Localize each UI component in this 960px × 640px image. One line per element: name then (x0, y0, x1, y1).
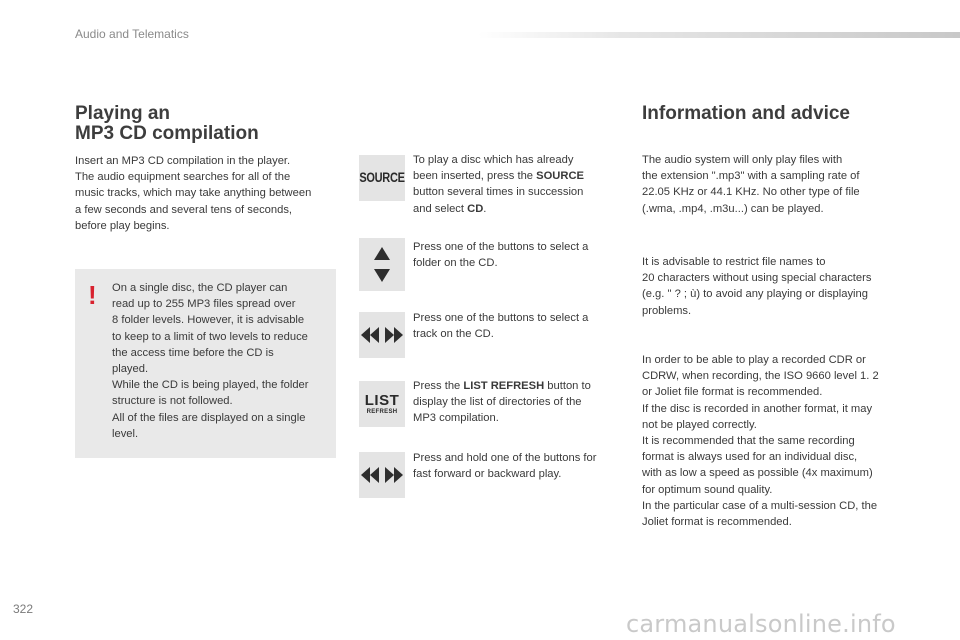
list-refresh-keyword: LIST REFRESH (463, 380, 545, 392)
intro-line: Insert an MP3 CD compilation in the player. (75, 155, 291, 167)
info-line: or Joliet file format is recommended. (642, 386, 823, 399)
fast-forward-rewind-glyph (360, 467, 404, 483)
note-line: played. (112, 363, 149, 376)
step-line: and select CD. (413, 202, 487, 215)
intro-line: music tracks, which may take anything between (75, 187, 312, 200)
page-section-title: Audio and Telematics (75, 27, 189, 41)
step-line: Press one of the buttons to select a (413, 312, 589, 324)
right-heading: Information and advice (642, 103, 850, 124)
info-line: the extension ".mp3" with a sampling rate of (642, 170, 860, 183)
step-line: Press the LIST REFRESH button to (413, 380, 591, 392)
step-line: fast forward or backward play. (413, 468, 562, 481)
fast-forward-rewind-icon (359, 452, 405, 498)
intro-paragraph (75, 153, 345, 234)
info-paragraph-1 (642, 152, 922, 217)
info-line: 22.05 KHz or 44.1 KHz. No other type of file (642, 186, 860, 199)
left-heading-line1: Playing an (75, 103, 171, 124)
info-line: format is always used for an individual disc, (642, 451, 858, 464)
step-line: Press one of the buttons to select a (413, 241, 589, 253)
list-refresh-icon-label (365, 393, 400, 415)
left-heading (75, 104, 259, 144)
up-down-arrows-glyph (372, 245, 392, 285)
step-line: Press and hold one of the buttons for (413, 452, 597, 464)
info-paragraph-3 (642, 352, 932, 530)
step-line: display the list of directories of the (413, 396, 582, 409)
step-track-text (413, 310, 623, 342)
info-line: for optimum sound quality. (642, 483, 773, 496)
info-line: In the particular case of a multi-session CD, the (642, 499, 878, 512)
watermark: carmanualsonline.info (626, 610, 896, 638)
intro-line: before play begins. (75, 219, 170, 232)
info-line: CDRW, when recording, the ISO 9660 level 1. 2 (642, 370, 879, 383)
note-line: 8 folder levels. However, it is advisable (112, 314, 305, 327)
left-heading-line2: MP3 CD compilation (75, 123, 259, 144)
intro-line: a few seconds and several tens of seconds, (75, 203, 293, 216)
step-line: button several times in succession (413, 186, 584, 199)
info-line: In order to be able to play a recorded CDR or (642, 354, 866, 366)
info-paragraph-2 (642, 254, 922, 319)
up-down-arrows-icon (359, 238, 405, 291)
info-line: It is advisable to restrict file names to (642, 256, 826, 268)
info-line: (.wma, .mp4, .m3u...) can be played. (642, 202, 824, 215)
previous-next-glyph (360, 327, 404, 343)
info-line: The audio system will only play files with (642, 154, 843, 166)
note-line: On a single disc, the CD player can (112, 282, 288, 294)
info-line: not be played correctly. (642, 418, 757, 431)
refresh-icon-word: REFRESH (366, 409, 398, 415)
note-line: All of the files are displayed on a single (112, 411, 306, 424)
note-line: level. (112, 427, 139, 440)
intro-line: The audio equipment searches for all of the (75, 171, 291, 184)
info-line: It is recommended that the same recording (642, 435, 855, 448)
previous-next-icon (359, 312, 405, 358)
info-line: (e.g. " ? ; ù) to avoid any playing or displaying (642, 288, 868, 301)
step-line: To play a disc which has already (413, 154, 574, 166)
note-line: structure is not followed. (112, 395, 233, 408)
step-fast-play-text (413, 450, 623, 482)
step-line: folder on the CD. (413, 257, 498, 270)
info-line: problems. (642, 304, 692, 317)
source-keyword: SOURCE (536, 170, 585, 183)
step-source-text (413, 152, 623, 217)
note-line: While the CD is being played, the folder (112, 379, 309, 392)
note-line: the access time before the CD is (112, 346, 274, 359)
note-text (112, 280, 327, 442)
step-list-refresh-text (413, 378, 623, 427)
list-icon-word: LIST (364, 392, 400, 409)
list-refresh-button-icon (359, 381, 405, 427)
source-button-icon (359, 155, 405, 201)
step-line: MP3 compilation. (413, 412, 499, 425)
step-line: track on the CD. (413, 328, 494, 341)
warning-icon: ! (88, 280, 97, 310)
cd-keyword: CD (467, 202, 484, 215)
note-line: read up to 255 MP3 files spread over (112, 298, 296, 311)
info-line: If the disc is recorded in another format, it may (642, 402, 873, 415)
note-line: to keep to a limit of two levels to reduce (112, 330, 308, 343)
step-folder-text (413, 239, 623, 271)
source-icon-label: SOURCE (359, 170, 405, 186)
step-line: been inserted, press the SOURCE (413, 170, 585, 183)
info-line: with as low a speed as possible (4x maximum) (642, 467, 873, 480)
info-line: Joliet format is recommended. (642, 516, 792, 529)
info-line: 20 characters without using special characters (642, 272, 872, 285)
page-number: 322 (13, 602, 34, 616)
header-gradient-bar (478, 32, 960, 38)
